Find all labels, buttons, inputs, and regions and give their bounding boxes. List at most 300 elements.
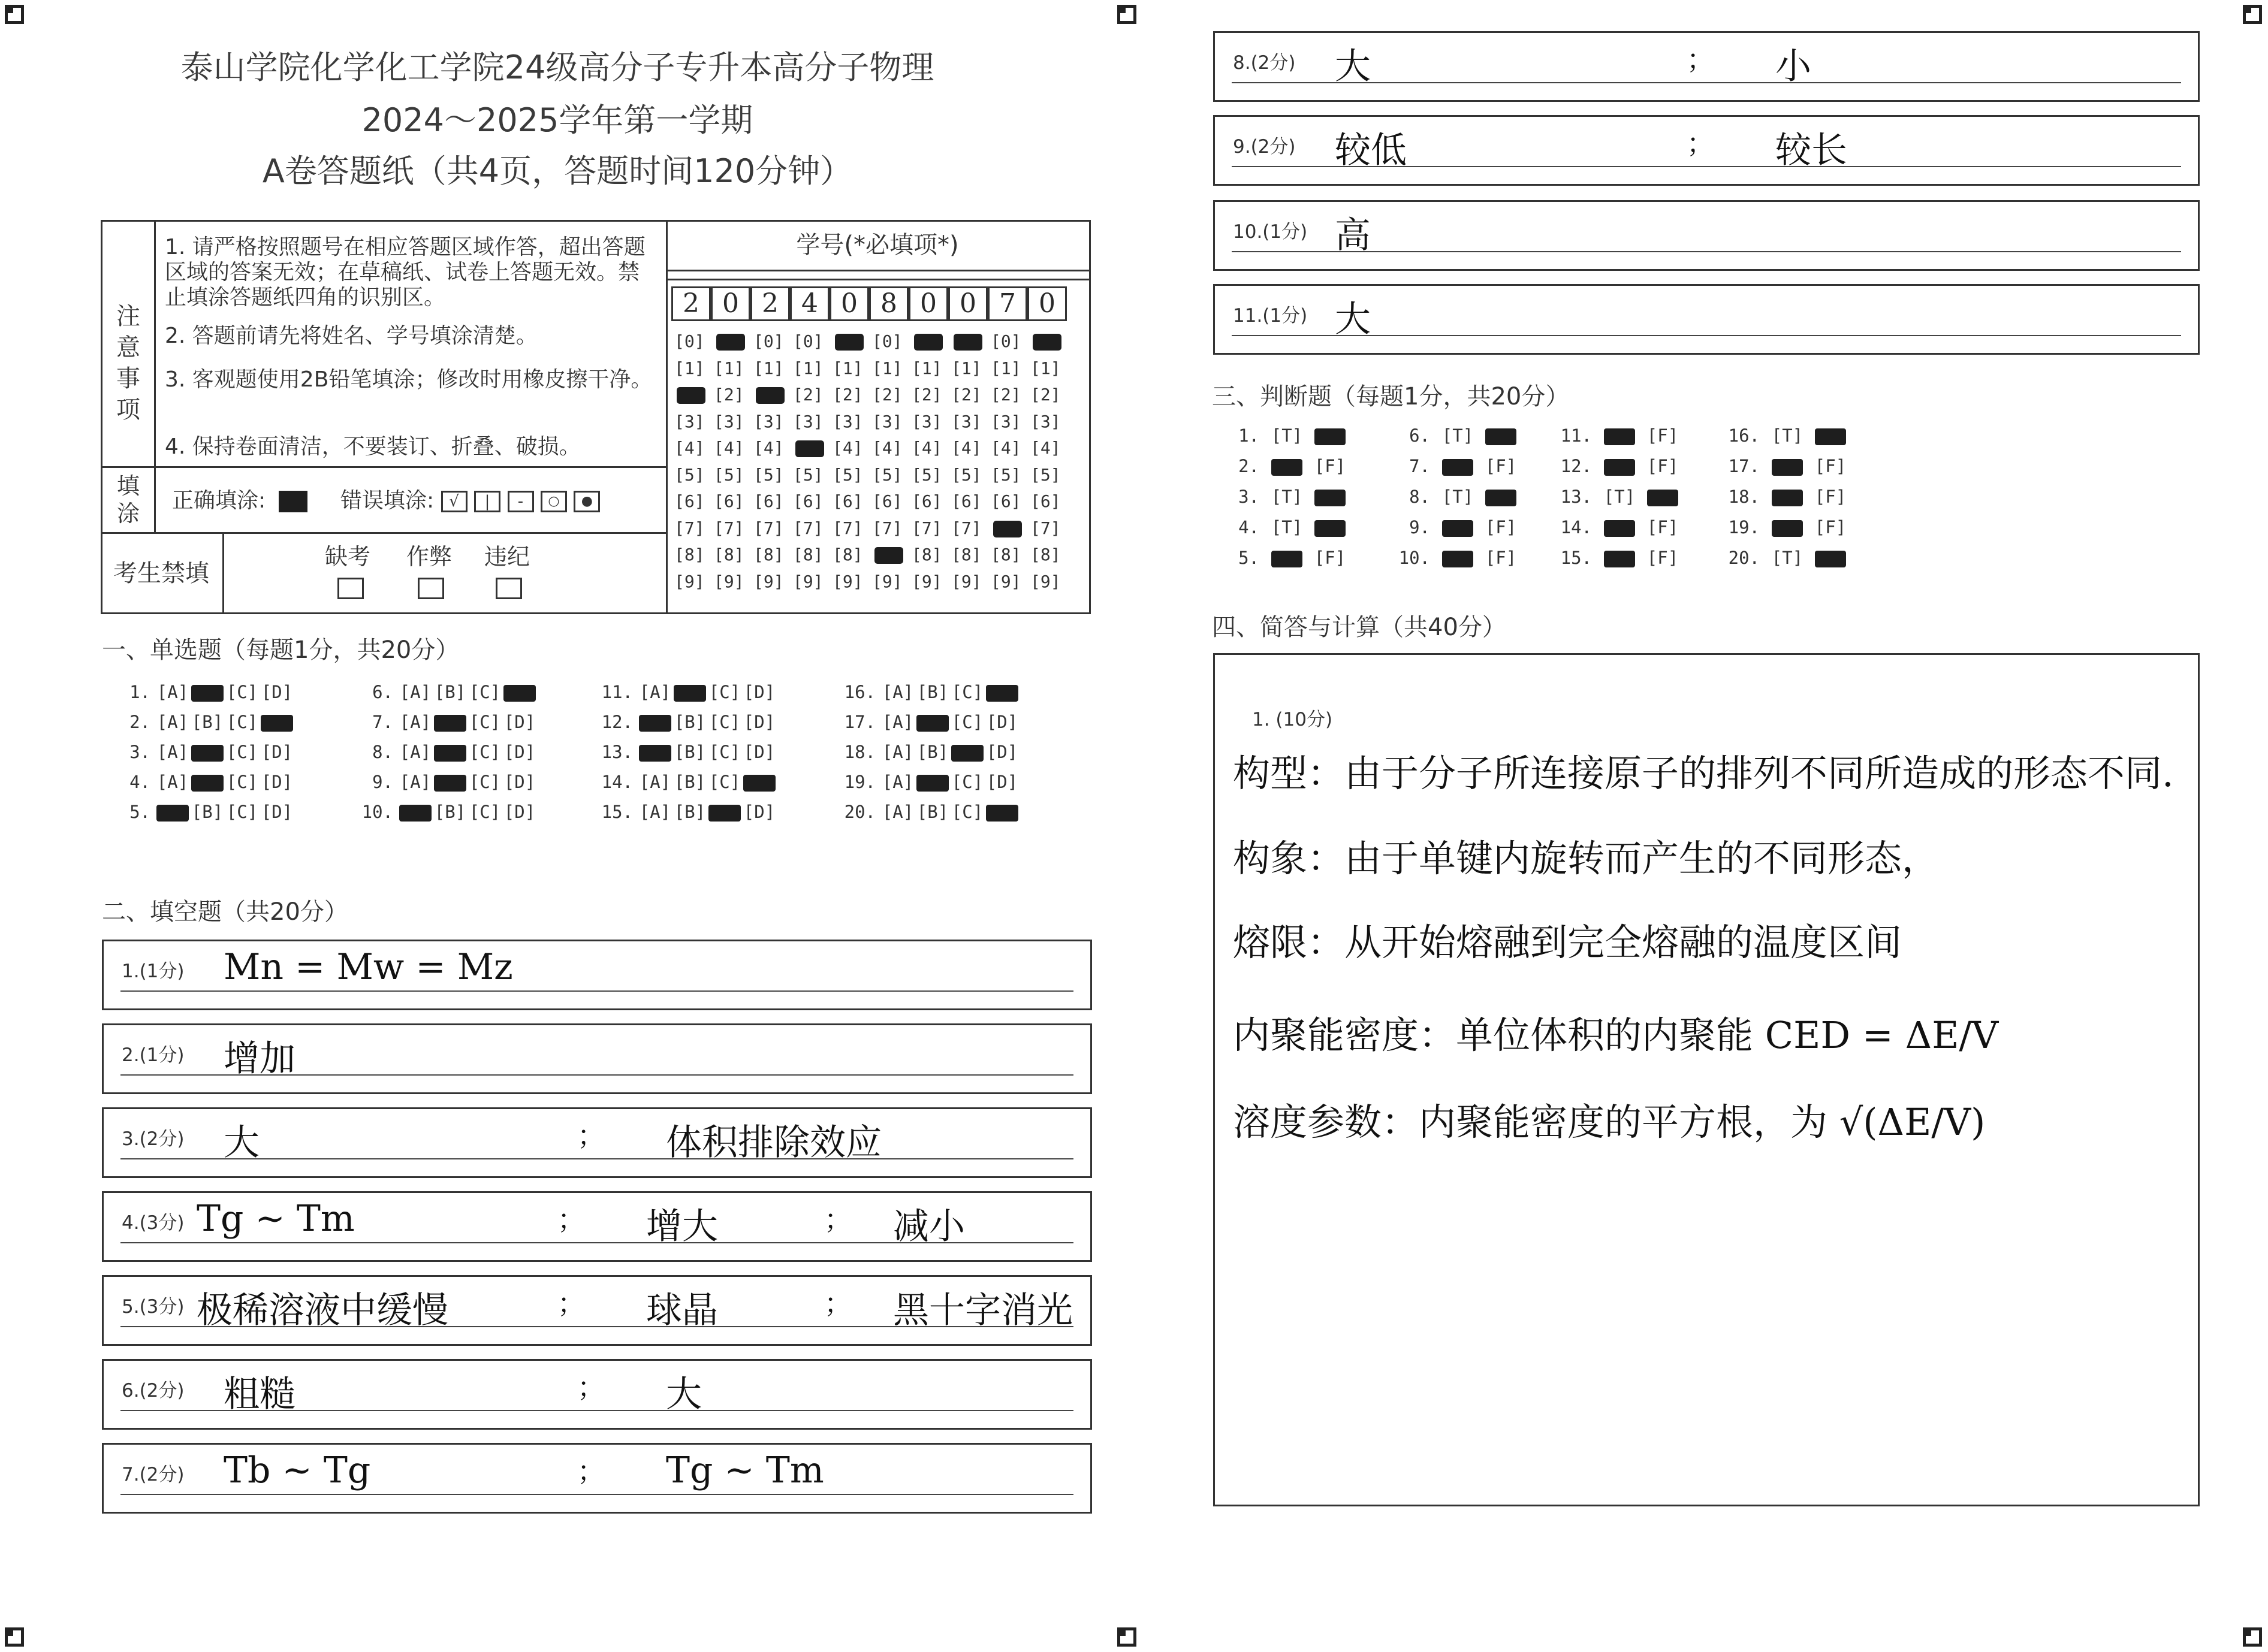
mcq-option[interactable]: [D] — [743, 742, 776, 762]
student-id-bubble[interactable]: [9] — [1030, 571, 1061, 591]
fill-in-answer: Tb ~ Tg — [224, 1449, 371, 1491]
tf-option[interactable] — [1436, 456, 1479, 476]
mcq-option[interactable]: [C] — [951, 682, 984, 702]
tf-option-filled[interactable] — [1442, 459, 1473, 476]
student-id-bubble[interactable]: [8] — [674, 545, 705, 564]
section-4-title: 四、简答与计算（共40分） — [1212, 614, 1506, 641]
mcq-option[interactable]: [D] — [503, 802, 536, 822]
student-id-bubble[interactable]: [5] — [833, 464, 863, 485]
mcq-option[interactable]: [D] — [986, 742, 1018, 762]
mcq-option[interactable]: [A] — [882, 712, 914, 732]
student-id-bubble[interactable]: [3] — [833, 411, 863, 431]
student-id-bubble[interactable]: [8] — [951, 545, 982, 564]
student-id-bubble[interactable]: [3] — [912, 411, 942, 431]
student-id-bubble[interactable]: [4] — [833, 438, 863, 458]
mcq-option[interactable]: [A] — [156, 712, 189, 732]
cheating-checkbox[interactable] — [418, 578, 444, 599]
absent-checkbox[interactable] — [337, 578, 364, 599]
mcq-option[interactable]: [C] — [469, 742, 501, 762]
mcq-option[interactable] — [742, 772, 777, 792]
mcq-option[interactable]: [C] — [226, 802, 258, 822]
tf-option-filled[interactable] — [1271, 551, 1302, 567]
fill-in-answer: 较低 — [1335, 129, 1407, 171]
mcq-option-filled[interactable] — [916, 775, 949, 792]
student-id-bubble[interactable]: [6] — [833, 491, 863, 511]
short-answer-box[interactable] — [1213, 653, 2200, 1506]
student-id-bubble[interactable]: [3] — [872, 411, 903, 431]
mcq-option[interactable]: [C] — [226, 682, 258, 702]
student-id-bubble[interactable]: [2] — [991, 385, 1021, 404]
mcq-option[interactable] — [672, 682, 707, 702]
mcq-option[interactable]: [D] — [261, 682, 293, 702]
student-id-bubble[interactable]: [8] — [714, 545, 744, 564]
student-id-bubble[interactable]: [1] — [1030, 358, 1061, 378]
mcq-option[interactable]: [B] — [674, 742, 706, 762]
tf-option[interactable] — [1766, 517, 1809, 537]
tf-option[interactable]: [F] — [1646, 548, 1679, 568]
mcq-option-filled[interactable] — [986, 685, 1018, 702]
mcq-option[interactable]: [C] — [469, 802, 501, 822]
tf-option[interactable]: [F] — [1485, 517, 1517, 537]
mcq-option[interactable]: [A] — [639, 802, 671, 822]
tf-option[interactable]: [F] — [1646, 517, 1679, 537]
mcq-option[interactable] — [398, 802, 433, 822]
mcq-option[interactable]: [D] — [743, 712, 776, 732]
tf-option[interactable]: [T] — [1771, 548, 1803, 568]
tf-option-filled[interactable] — [1314, 428, 1346, 445]
tf-option[interactable]: [T] — [1771, 425, 1803, 446]
mcq-question-number: 9. — [372, 772, 393, 792]
mcq-option[interactable] — [190, 682, 225, 702]
student-id-bubble[interactable]: [8] — [833, 545, 863, 564]
student-id-bubble[interactable]: [2] — [714, 385, 744, 404]
student-id-bubble[interactable]: [4] — [1030, 438, 1061, 458]
student-id-bubble[interactable]: [4] — [674, 438, 705, 458]
mcq-option-filled[interactable] — [639, 715, 671, 732]
mcq-option[interactable]: [D] — [503, 712, 536, 732]
mcq-option[interactable]: [D] — [503, 742, 536, 762]
student-id-bubble[interactable]: [2] — [1030, 385, 1061, 404]
student-id-bubble[interactable]: [1] — [991, 358, 1021, 378]
student-id-bubble[interactable]: [6] — [793, 491, 824, 511]
mcq-option[interactable] — [638, 712, 672, 732]
mcq-option[interactable] — [433, 712, 468, 732]
mcq-option[interactable]: [D] — [743, 682, 776, 702]
mcq-option[interactable] — [985, 682, 1020, 702]
mcq-option[interactable]: [A] — [399, 682, 432, 702]
student-id-bubble[interactable]: [6] — [912, 491, 942, 511]
student-id-bubble[interactable]: [9] — [872, 571, 903, 591]
tf-option-filled[interactable] — [1485, 428, 1516, 445]
tf-option[interactable]: [F] — [1814, 517, 1847, 537]
student-id-bubble-filled[interactable] — [835, 334, 864, 351]
student-id-bubble[interactable]: [2] — [951, 385, 982, 404]
student-id-bubble[interactable]: [7] — [872, 518, 903, 538]
student-id-digit-box[interactable]: 2 — [671, 286, 711, 321]
student-id-digit-box[interactable]: 0 — [830, 286, 869, 321]
tf-option[interactable] — [1809, 425, 1852, 446]
student-id-bubble[interactable]: [9] — [912, 571, 942, 591]
student-id-bubble[interactable]: [5] — [753, 464, 784, 485]
fill-in-box[interactable] — [102, 1107, 1092, 1178]
tf-option-filled[interactable] — [1314, 520, 1346, 537]
mcq-option[interactable] — [638, 742, 672, 762]
tf-option[interactable]: [F] — [1485, 456, 1517, 476]
fill-in-box[interactable] — [102, 1023, 1092, 1094]
mcq-option[interactable]: [D] — [261, 802, 293, 822]
mcq-option[interactable] — [502, 682, 537, 702]
student-id-bubble[interactable]: [1] — [753, 358, 784, 378]
student-id-bubble[interactable]: [7] — [674, 518, 705, 538]
student-id-bubble[interactable]: [5] — [714, 464, 744, 485]
student-id-bubble[interactable]: [6] — [753, 491, 784, 511]
student-id-bubble[interactable]: [9] — [991, 571, 1021, 591]
student-id-bubble[interactable]: [5] — [951, 464, 982, 485]
mcq-option[interactable]: [A] — [639, 772, 671, 792]
tf-option[interactable] — [1766, 487, 1809, 507]
tf-option[interactable]: [T] — [1441, 487, 1474, 507]
student-id-bubble[interactable]: [1] — [912, 358, 942, 378]
tf-option[interactable]: [F] — [1646, 456, 1679, 476]
student-id-bubble[interactable]: [4] — [714, 438, 744, 458]
student-id-bubble[interactable]: [0] — [991, 331, 1021, 351]
student-id-bubble[interactable]: [3] — [1030, 411, 1061, 431]
student-id-bubble-filled[interactable] — [1033, 334, 1061, 351]
mcq-option[interactable]: [A] — [156, 772, 189, 792]
student-id-bubble[interactable]: [7] — [714, 518, 744, 538]
student-id-bubble-filled[interactable] — [795, 440, 824, 457]
student-id-bubble[interactable]: [9] — [753, 571, 784, 591]
student-id-bubble[interactable]: [2] — [872, 385, 903, 404]
student-id-bubble[interactable]: [0] — [753, 331, 784, 351]
student-id-bubble[interactable]: [5] — [991, 464, 1021, 485]
student-id-bubble[interactable]: [3] — [674, 411, 705, 431]
mcq-option[interactable] — [915, 772, 950, 792]
student-id-digit-box[interactable]: 4 — [790, 286, 830, 321]
tf-option[interactable] — [1598, 456, 1641, 476]
tf-option-filled[interactable] — [1815, 428, 1846, 445]
tf-option-filled[interactable] — [1314, 490, 1346, 506]
tf-option[interactable] — [1308, 517, 1352, 537]
mcq-option-filled[interactable] — [708, 805, 741, 822]
mcq-option-filled[interactable] — [986, 805, 1018, 822]
mcq-option-filled[interactable] — [434, 745, 466, 762]
student-id-bubble[interactable]: [4] — [912, 438, 942, 458]
student-id-bubble-filled[interactable] — [914, 334, 943, 351]
tf-option[interactable] — [1479, 487, 1522, 507]
mcq-option[interactable]: [B] — [674, 802, 706, 822]
mcq-option[interactable]: [A] — [399, 772, 432, 792]
student-id-bubble-filled[interactable] — [756, 387, 785, 404]
mcq-option-filled[interactable] — [743, 775, 776, 792]
student-id-bubble[interactable]: [8] — [912, 545, 942, 564]
answer-line-conformation: 构象：由于单键内旋转而产生的不同形态， — [1233, 836, 1940, 880]
absent-label: 缺考 — [324, 543, 370, 570]
student-id-bubble[interactable]: [3] — [793, 411, 824, 431]
tf-option[interactable]: [F] — [1314, 456, 1346, 476]
mcq-option[interactable] — [707, 802, 742, 822]
mcq-option[interactable] — [950, 742, 985, 762]
mcq-option[interactable]: [B] — [916, 802, 949, 822]
mcq-option[interactable]: [A] — [882, 802, 914, 822]
mcq-option[interactable]: [C] — [708, 772, 741, 792]
student-id-bubble[interactable]: [5] — [674, 464, 705, 485]
tf-option-filled[interactable] — [1604, 520, 1635, 537]
student-id-bubble[interactable]: [5] — [793, 464, 824, 485]
student-id-bubble[interactable]: [8] — [753, 545, 784, 564]
tf-option[interactable]: [T] — [1603, 487, 1636, 507]
student-id-bubble[interactable]: [2] — [833, 385, 863, 404]
mcq-option-filled[interactable] — [261, 715, 293, 732]
mcq-option[interactable] — [190, 742, 225, 762]
mcq-option[interactable]: [C] — [226, 742, 258, 762]
student-id-bubble[interactable]: [3] — [991, 411, 1021, 431]
mcq-option[interactable]: [C] — [226, 712, 258, 732]
student-id-bubble[interactable]: [0] — [674, 331, 705, 351]
fill-in-box[interactable] — [1213, 31, 2200, 102]
tf-option[interactable] — [1308, 487, 1352, 507]
tf-option[interactable] — [1265, 456, 1308, 476]
mcq-option[interactable]: [D] — [261, 772, 293, 792]
tf-option[interactable] — [1809, 548, 1852, 568]
tf-option[interactable]: [F] — [1814, 487, 1847, 507]
student-id-bubble[interactable]: [4] — [991, 438, 1021, 458]
student-id-bubble-filled[interactable] — [993, 521, 1022, 537]
tf-option-filled[interactable] — [1442, 551, 1473, 567]
student-id-bubble[interactable]: [4] — [872, 438, 903, 458]
tf-option-filled[interactable] — [1604, 428, 1635, 445]
tf-option[interactable]: [F] — [1814, 456, 1847, 476]
tf-option[interactable] — [1436, 548, 1479, 568]
mcq-option[interactable] — [260, 712, 294, 732]
tf-option-filled[interactable] — [1485, 490, 1516, 506]
mcq-option-filled[interactable] — [639, 745, 671, 762]
student-id-bubble[interactable]: [9] — [951, 571, 982, 591]
mcq-option[interactable]: [A] — [399, 712, 432, 732]
student-id-bubble[interactable]: [1] — [833, 358, 863, 378]
mcq-option[interactable] — [433, 772, 468, 792]
student-id-bubble[interactable]: [9] — [674, 571, 705, 591]
student-id-bubble[interactable]: [0] — [872, 331, 903, 351]
mcq-option[interactable]: [C] — [951, 772, 984, 792]
mcq-option[interactable]: [C] — [951, 712, 984, 732]
student-id-bubble[interactable]: [6] — [674, 491, 705, 511]
tf-option-filled[interactable] — [1604, 459, 1635, 476]
fill-in-answer: Tg ~ Tm — [666, 1449, 824, 1491]
tf-option[interactable] — [1308, 425, 1352, 446]
tf-option[interactable]: [F] — [1485, 548, 1517, 568]
student-id-bubble[interactable]: [9] — [714, 571, 744, 591]
mcq-option[interactable]: [B] — [674, 712, 706, 732]
tf-option[interactable]: [T] — [1271, 487, 1303, 507]
student-id-bubble[interactable]: [2] — [912, 385, 942, 404]
fill-in-box[interactable] — [102, 940, 1092, 1010]
registration-mark-top-center — [1117, 5, 1136, 24]
fill-in-box[interactable] — [102, 1359, 1092, 1430]
mcq-option-filled[interactable] — [399, 805, 432, 822]
tf-option-filled[interactable] — [1772, 459, 1803, 476]
mcq-option[interactable]: [B] — [191, 802, 224, 822]
student-id-bubble[interactable]: [8] — [991, 545, 1021, 564]
mcq-option-filled[interactable] — [951, 745, 984, 762]
student-id-bubble[interactable]: [4] — [753, 438, 784, 458]
student-id-bubble[interactable]: [3] — [753, 411, 784, 431]
mcq-option[interactable]: [C] — [708, 712, 741, 732]
student-id-bubble[interactable]: [3] — [714, 411, 744, 431]
correct-fill-sample — [279, 491, 307, 512]
mcq-option[interactable]: [A] — [156, 682, 189, 702]
student-id-digit-box[interactable]: 0 — [1027, 286, 1067, 321]
student-id-bubble[interactable]: [7] — [793, 518, 824, 538]
student-id-digit-box[interactable]: 0 — [711, 286, 750, 321]
mcq-option[interactable] — [155, 802, 190, 822]
violation-checkbox[interactable] — [496, 578, 522, 599]
student-id-bubble[interactable]: [1] — [872, 358, 903, 378]
student-id-bubble-filled[interactable] — [954, 334, 982, 351]
tf-option[interactable]: [F] — [1314, 548, 1346, 568]
mcq-option[interactable]: [A] — [882, 772, 914, 792]
fill-in-box[interactable] — [1213, 115, 2200, 186]
fill-in-box[interactable] — [102, 1443, 1092, 1514]
mcq-option[interactable]: [C] — [708, 742, 741, 762]
fill-in-box[interactable] — [102, 1275, 1092, 1346]
mcq-option[interactable] — [190, 772, 225, 792]
student-id-bubble[interactable]: [9] — [793, 571, 824, 591]
tf-question-number: 17. — [1728, 456, 1760, 476]
mcq-option-filled[interactable] — [156, 805, 189, 822]
mcq-option[interactable]: [D] — [986, 772, 1018, 792]
student-id-digit-box[interactable]: 0 — [948, 286, 988, 321]
tf-question-number: 3. — [1238, 487, 1259, 507]
student-id-bubble[interactable]: [2] — [793, 385, 824, 404]
student-id-bubble[interactable]: [7] — [912, 518, 942, 538]
student-id-bubble[interactable]: [7] — [753, 518, 784, 538]
student-id-bubble[interactable]: [5] — [912, 464, 942, 485]
tf-option[interactable] — [1265, 548, 1308, 568]
student-id-digit-box[interactable]: 8 — [869, 286, 909, 321]
mcq-option[interactable]: [B] — [434, 802, 466, 822]
mcq-option[interactable]: [D] — [503, 772, 536, 792]
tf-option-filled[interactable] — [1271, 459, 1302, 476]
tf-option[interactable] — [1436, 517, 1479, 537]
student-id-bubble[interactable]: [9] — [833, 571, 863, 591]
tf-option[interactable] — [1641, 487, 1684, 507]
tf-option[interactable]: [F] — [1646, 425, 1679, 446]
mcq-option[interactable]: [D] — [743, 802, 776, 822]
mcq-option-filled[interactable] — [503, 685, 536, 702]
tf-option[interactable]: [T] — [1271, 517, 1303, 537]
mcq-option[interactable]: [C] — [469, 682, 501, 702]
tf-option[interactable] — [1766, 456, 1809, 476]
student-id-bubble-filled[interactable] — [874, 547, 903, 564]
mcq-option-filled[interactable] — [434, 715, 466, 732]
student-id-digit-box[interactable]: 7 — [988, 286, 1027, 321]
mcq-option[interactable]: [D] — [986, 712, 1018, 732]
student-id-bubble[interactable]: [5] — [872, 464, 903, 485]
tf-option[interactable] — [1598, 517, 1641, 537]
student-id-bubble[interactable]: [6] — [991, 491, 1021, 511]
student-id-bubble[interactable]: [7] — [1030, 518, 1061, 538]
tf-option-filled[interactable] — [1772, 490, 1803, 506]
student-id-bubble-filled[interactable] — [677, 387, 705, 404]
mcq-option[interactable]: [A] — [399, 742, 432, 762]
mcq-option-filled[interactable] — [916, 715, 949, 732]
tf-option-filled[interactable] — [1647, 490, 1678, 506]
section-2-title: 二、填空题（共20分） — [102, 898, 348, 926]
student-id-bubble[interactable]: [8] — [1030, 545, 1061, 564]
tf-option[interactable] — [1598, 425, 1641, 446]
student-id-digit-box[interactable]: 2 — [750, 286, 790, 321]
mcq-option[interactable]: [D] — [261, 742, 293, 762]
fill-in-box[interactable] — [1213, 200, 2200, 271]
mcq-option[interactable] — [433, 742, 468, 762]
mcq-option[interactable] — [915, 712, 950, 732]
tf-option[interactable] — [1598, 548, 1641, 568]
mcq-option[interactable]: [B] — [916, 742, 949, 762]
tf-option[interactable]: [T] — [1441, 425, 1474, 446]
mcq-option[interactable]: [A] — [156, 742, 189, 762]
tf-option-filled[interactable] — [1815, 551, 1846, 567]
student-id-bubble[interactable]: [1] — [674, 358, 705, 378]
student-id-bubble[interactable]: [3] — [951, 411, 982, 431]
mcq-option[interactable]: [B] — [191, 712, 224, 732]
mcq-option-filled[interactable] — [674, 685, 706, 702]
fill-in-answer: ； — [577, 1371, 605, 1403]
student-id-bubble[interactable]: [6] — [714, 491, 744, 511]
student-id-bubble[interactable]: [6] — [872, 491, 903, 511]
student-id-bubble[interactable]: [6] — [1030, 491, 1061, 511]
tf-question-number: 6. — [1409, 425, 1430, 446]
tf-option[interactable]: [T] — [1271, 425, 1303, 446]
mcq-option-filled[interactable] — [434, 775, 466, 792]
mcq-option-filled[interactable] — [191, 745, 224, 762]
mcq-option[interactable]: [A] — [882, 682, 914, 702]
student-id-bubble[interactable]: [4] — [951, 438, 982, 458]
tf-option-filled[interactable] — [1442, 520, 1473, 537]
fill-in-box[interactable] — [102, 1191, 1092, 1262]
student-id-bubble-filled[interactable] — [716, 334, 745, 351]
tf-option-filled[interactable] — [1772, 520, 1803, 537]
student-id-bubble[interactable]: [7] — [833, 518, 863, 538]
mcq-question-number: 15. — [601, 802, 633, 822]
student-id-bubble[interactable]: [1] — [951, 358, 982, 378]
mcq-option-filled[interactable] — [191, 685, 224, 702]
mcq-option[interactable]: [C] — [469, 712, 501, 732]
mcq-option[interactable]: [C] — [708, 682, 741, 702]
mcq-option-filled[interactable] — [191, 775, 224, 792]
student-id-digit-box[interactable]: 0 — [909, 286, 948, 321]
tf-option[interactable] — [1479, 425, 1522, 446]
mcq-option[interactable]: [B] — [434, 682, 466, 702]
mcq-option[interactable] — [985, 802, 1020, 822]
tf-option-filled[interactable] — [1604, 551, 1635, 567]
mcq-option[interactable]: [A] — [639, 682, 671, 702]
mcq-option[interactable]: [B] — [674, 772, 706, 792]
student-id-bubble[interactable]: [1] — [714, 358, 744, 378]
student-id-bubble[interactable]: [0] — [793, 331, 824, 351]
mcq-option[interactable]: [C] — [469, 772, 501, 792]
student-id-bubble[interactable]: [7] — [951, 518, 982, 538]
student-id-bubble[interactable]: [1] — [793, 358, 824, 378]
mcq-option[interactable]: [C] — [226, 772, 258, 792]
student-id-bubble[interactable]: [5] — [1030, 464, 1061, 485]
fill-in-box[interactable] — [1213, 284, 2200, 355]
student-id-bubble[interactable]: [8] — [793, 545, 824, 564]
mcq-option[interactable]: [C] — [951, 802, 984, 822]
mcq-option[interactable]: [B] — [916, 682, 949, 702]
student-id-bubble[interactable]: [6] — [951, 491, 982, 511]
mcq-option[interactable]: [A] — [882, 742, 914, 762]
